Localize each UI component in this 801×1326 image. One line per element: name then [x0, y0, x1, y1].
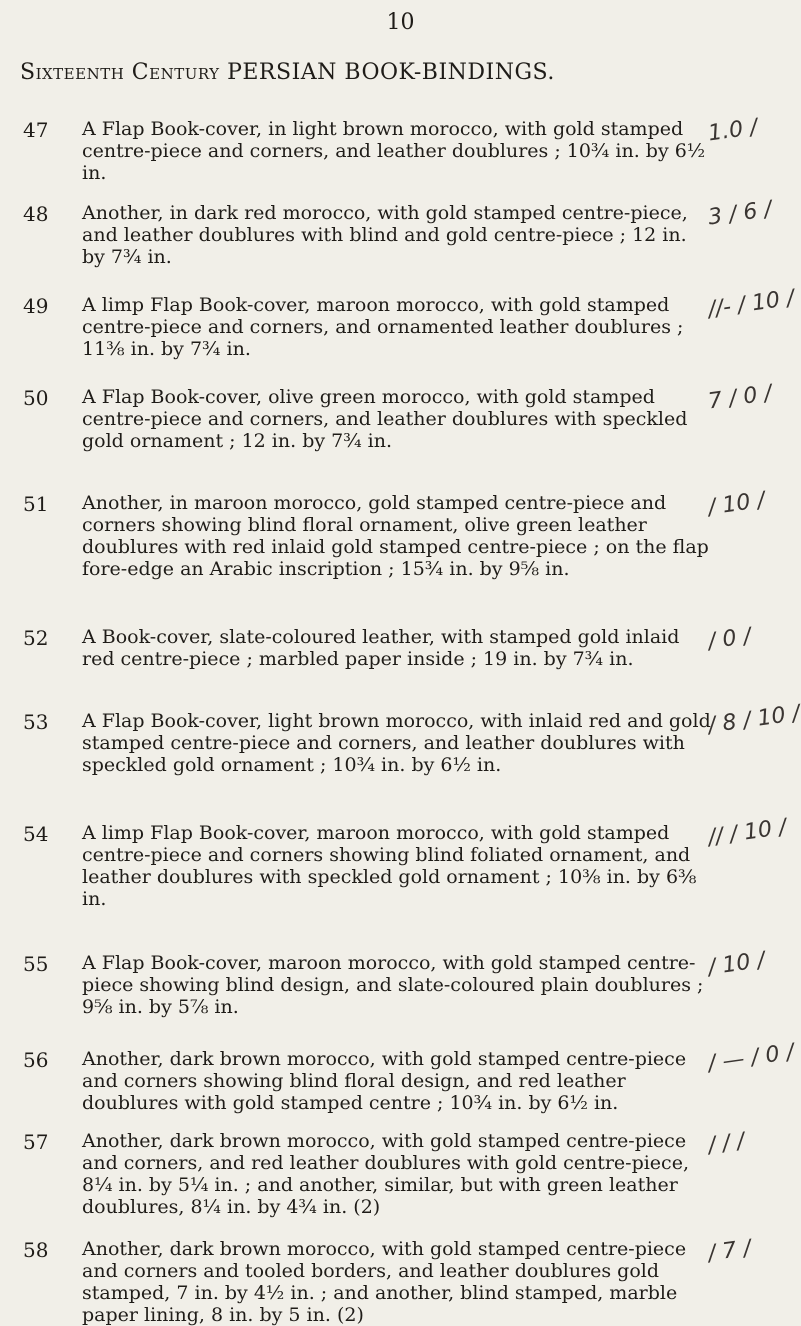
- handwritten-price: //- / 10 /: [706, 285, 796, 323]
- handwritten-price: // / 10 /: [706, 814, 788, 851]
- lot-number: 51: [23, 492, 49, 516]
- lot-description: A Flap Book-cover, maroon morocco, with gold stamped centre-piece showing blind design, and slate-coloured plain doublures ; 9⅝ in. by 5⅞ in.: [82, 952, 704, 1018]
- lot-description: Another, in maroon morocco, gold stamped centre-piece and corners showing blind floral ornament, olive green leather doublures with red inlaid gold stamped centre-piece ; on the flap fore-edge an Arabic inscription ; 15¾ in. by 9⅝ in.: [82, 492, 709, 580]
- lot-quantity: (2): [336, 1304, 364, 1326]
- lot-number: 47: [23, 118, 49, 142]
- lot-description: A Flap Book-cover, in light brown morocco, with gold stamped centre-piece and corners, and leather doublures ; 10¾ in. by 6½ in.: [82, 118, 706, 184]
- lot-description: [82, 1130, 712, 1218]
- page-heading: Sixteenth Century PERSIAN BOOK-BINDINGS.: [20, 60, 555, 85]
- handwritten-price: 3 / 6 /: [706, 196, 774, 231]
- handwritten-price: / 0 /: [706, 623, 753, 655]
- lot-description: A Flap Book-cover, light brown morocco, with inlaid red and gold stamped centre-piece and corners, and leather doublures with speckled gold ornament ; 10¾ in. by 6½ in.: [82, 710, 711, 776]
- handwritten-price: / 10 /: [706, 947, 767, 981]
- lot-number: 55: [23, 952, 49, 976]
- lot-description: A limp Flap Book-cover, maroon morocco, with gold stamped centre-piece and corners, and ornamented leather doublures ; 11⅜ in. by 7¾ in.: [82, 294, 684, 360]
- lot-number: 58: [23, 1238, 49, 1262]
- handwritten-price: 1.0 /: [706, 114, 760, 147]
- lot-number: 50: [23, 386, 49, 410]
- lot-number: 49: [23, 294, 49, 318]
- page-number: 10: [386, 10, 415, 35]
- handwritten-price: / 7 /: [706, 1235, 753, 1267]
- lot-description: A Book-cover, slate-coloured leather, with stamped gold inlaid red centre-piece ; marbled paper inside ; 19 in. by 7¾ in.: [82, 626, 680, 670]
- handwritten-price: / 8 / 10 /: [706, 700, 801, 739]
- lot-description-text: Another, dark brown morocco, with gold stamped centre-piece and corners, and red leather doublures with gold centre-piece, 8¼ in. by 5¼ in. ; and another, similar, but with green leather doublures, 8¼ in. by 4¾ in.: [82, 1130, 689, 1218]
- handwritten-price: 7 / 0 /: [706, 380, 774, 415]
- lot-number: 52: [23, 626, 49, 650]
- lot-quantity: (2): [353, 1196, 381, 1218]
- lot-number: 48: [23, 202, 49, 226]
- lot-description: A Flap Book-cover, olive green morocco, with gold stamped centre-piece and corners, and leather doublures with speckled gold ornament ; 12 in. by 7¾ in.: [82, 386, 688, 452]
- lot-number: 57: [23, 1130, 49, 1154]
- lot-description: A limp Flap Book-cover, maroon morocco, with gold stamped centre-piece and corners showing blind foliated ornament, and leather doublures with speckled gold ornament ; 10⅜ in. by 6⅜ in.: [82, 822, 697, 910]
- lot-number: 53: [23, 710, 49, 734]
- lot-description: Another, dark brown morocco, with gold stamped centre-piece and corners showing blind floral design, and red leather doublures with gold stamped centre ; 10¾ in. by 6½ in.: [82, 1048, 687, 1114]
- lot-description: [82, 1238, 712, 1326]
- handwritten-price: / / /: [706, 1128, 747, 1159]
- handwritten-price: / — / 0 /: [706, 1039, 796, 1077]
- lot-number: 56: [23, 1048, 49, 1072]
- handwritten-price: / 10 /: [706, 487, 767, 521]
- lot-description: Another, in dark red morocco, with gold stamped centre-piece, and leather doublures with blind and gold centre-piece ; 12 in. by 7¾ in.: [82, 202, 688, 268]
- lot-description-text: Another, dark brown morocco, with gold stamped centre-piece and corners and tooled borders, and leather doublures gold stamped, 7 in. by 4½ in. ; and another, blind stamped, marble paper lining, 8 in. by 5 in.: [82, 1238, 687, 1326]
- lot-number: 54: [23, 822, 49, 846]
